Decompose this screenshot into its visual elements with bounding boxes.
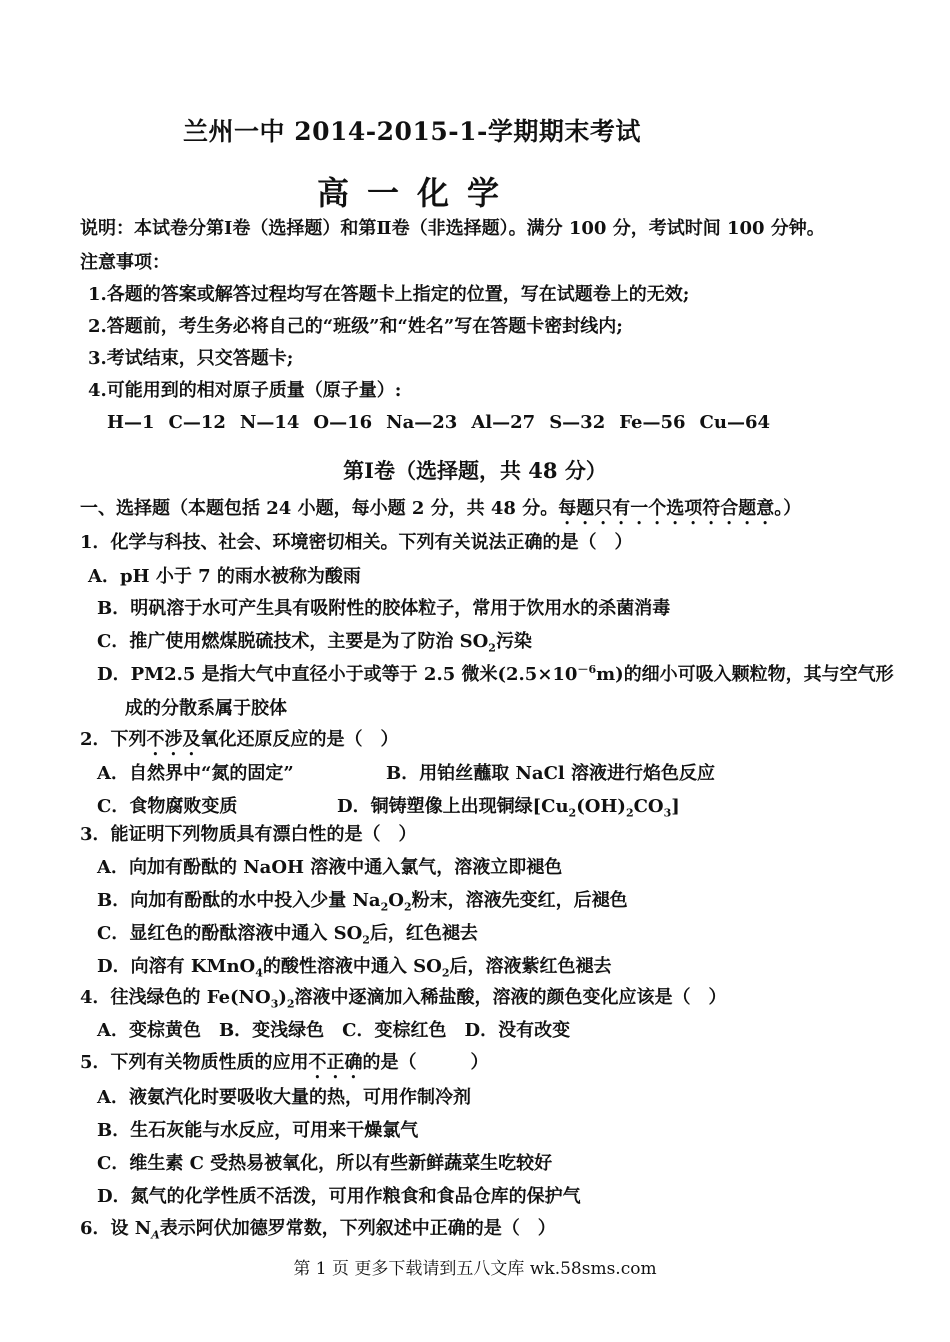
caution-title: 注意事项： [80, 252, 170, 273]
question-5-option-c: C．维生素 C 受热易被氧化，所以有些新鲜蔬菜生吃较好 [97, 1153, 553, 1174]
atomic-mass: H—1 [107, 412, 155, 433]
question-3-stem: 3．能证明下列物质具有漂白性的是（ ） [80, 824, 417, 845]
atomic-mass: O—16 [313, 412, 373, 433]
question-5-option-d: D．氮气的化学性质不活泼，可用作粮食和食品仓库的保护气 [97, 1186, 581, 1207]
question-2-option-a: A．自然界中“氮的固定” [97, 763, 294, 784]
section-instructions: 一、选择题（本题包括 24 小题，每小题 2 分，共 48 分。每题只有一个选项符合题意。） [80, 498, 802, 519]
atomic-mass: Al—27 [471, 412, 536, 433]
question-1-option-c: C．推广使用燃煤脱硫技术，主要是为了防治 $SO_2$污染 [97, 631, 532, 655]
question-3-option-a: A．向加有酚酞的 NaOH 溶液中通入氯气，溶液立即褪色 [97, 857, 563, 878]
caution-item: 3.考试结束，只交答题卡; [88, 348, 294, 369]
question-1-option-b: B．明矾溶于水可产生具有吸附性的胶体粒子，常用于饮用水的杀菌消毒 [97, 598, 671, 619]
atomic-mass: S—32 [549, 412, 606, 433]
question-5-option-a: A．液氨汽化时要吸收大量的热，可用作制冷剂 [97, 1087, 471, 1108]
question-2-option-d: D．铜铸塑像上出现铜绿$[Cu_2(OH)_2CO_3]$ [337, 796, 680, 820]
question-4-stem: 4．往浅绿色的 $Fe(NO_3)_2$溶液中逐滴加入稀盐酸，溶液的颜色变化应该是（ ） [80, 987, 727, 1011]
question-1-option-a: A．pH 小于 7 的雨水被称为酸雨 [88, 566, 361, 587]
atomic-mass: C—12 [168, 412, 226, 433]
atomic-mass: Fe—56 [619, 412, 686, 433]
question-3-option-b: B．向加有酚酞的水中投入少量 $Na_2O_2$粉末，溶液先变红，后褪色 [97, 890, 628, 914]
question-1-stem: 1．化学与科技、社会、环境密切相关。下列有关说法正确的是（ ） [80, 532, 633, 553]
exam-title: 兰州一中 2014-2015-1-学期期末考试 [183, 117, 641, 146]
exam-note: 说明：本试卷分第Ⅰ卷（选择题）和第Ⅱ卷（非选择题）。满分 100 分，考试时间 100 分钟。 [80, 218, 825, 239]
caution-item: 2.答题前，考生务必将自己的“班级”和“姓名”写在答题卡密封线内; [88, 316, 623, 337]
page-footer: 第 1 页 更多下载请到五八文库 wk.58sms.com [293, 1259, 657, 1279]
question-1-option-d-continued: 成的分散系属于胶体 [125, 698, 287, 719]
atomic-mass: Na—23 [386, 412, 458, 433]
atomic-mass: Cu—64 [699, 412, 771, 433]
question-1-option-d: D．PM2.5 是指大气中直径小于或等于 2.5 微米$(2.5\times 10^{-6}m)$的细小可吸入颗粒物，其与空气形 [97, 663, 894, 685]
question-5-stem: 5．下列有关物质性质的应用不正确的是（ ） [80, 1052, 489, 1073]
subject-title: 高一化学 [317, 174, 518, 212]
question-2-option-c: C．食物腐败变质 [97, 796, 238, 817]
question-5-option-b: B．生石灰能与水反应，可用来干燥氯气 [97, 1120, 419, 1141]
question-3-option-c: C．显红色的酚酞溶液中通入 $SO_2$后，红色褪去 [97, 923, 478, 947]
section-title: 第Ⅰ卷（选择题，共 48 分） [343, 458, 607, 483]
caution-item: 1.各题的答案或解答过程均写在答题卡上指定的位置，写在试题卷上的无效; [88, 284, 690, 305]
question-2-option-b: B．用铂丝蘸取 NaCl 溶液进行焰色反应 [386, 763, 716, 784]
caution-item: 4.可能用到的相对原子质量（原子量）: [88, 380, 402, 401]
atomic-mass: N—14 [239, 412, 300, 433]
question-2-stem: 2．下列不涉及氧化还原反应的是（ ） [80, 729, 399, 750]
atomic-masses [107, 411, 784, 435]
question-6-stem: 6．设 $N_A$表示阿伏加德罗常数，下列叙述中正确的是（ ） [80, 1218, 556, 1242]
question-3-option-d: D．向溶有 KMnO$_4$的酸性溶液中通入 $SO_2$后，溶液紫红色褪去 [97, 956, 612, 980]
question-4-options: A．变棕黄色 B．变浅绿色 C．变棕红色 D．没有改变 [97, 1020, 571, 1041]
